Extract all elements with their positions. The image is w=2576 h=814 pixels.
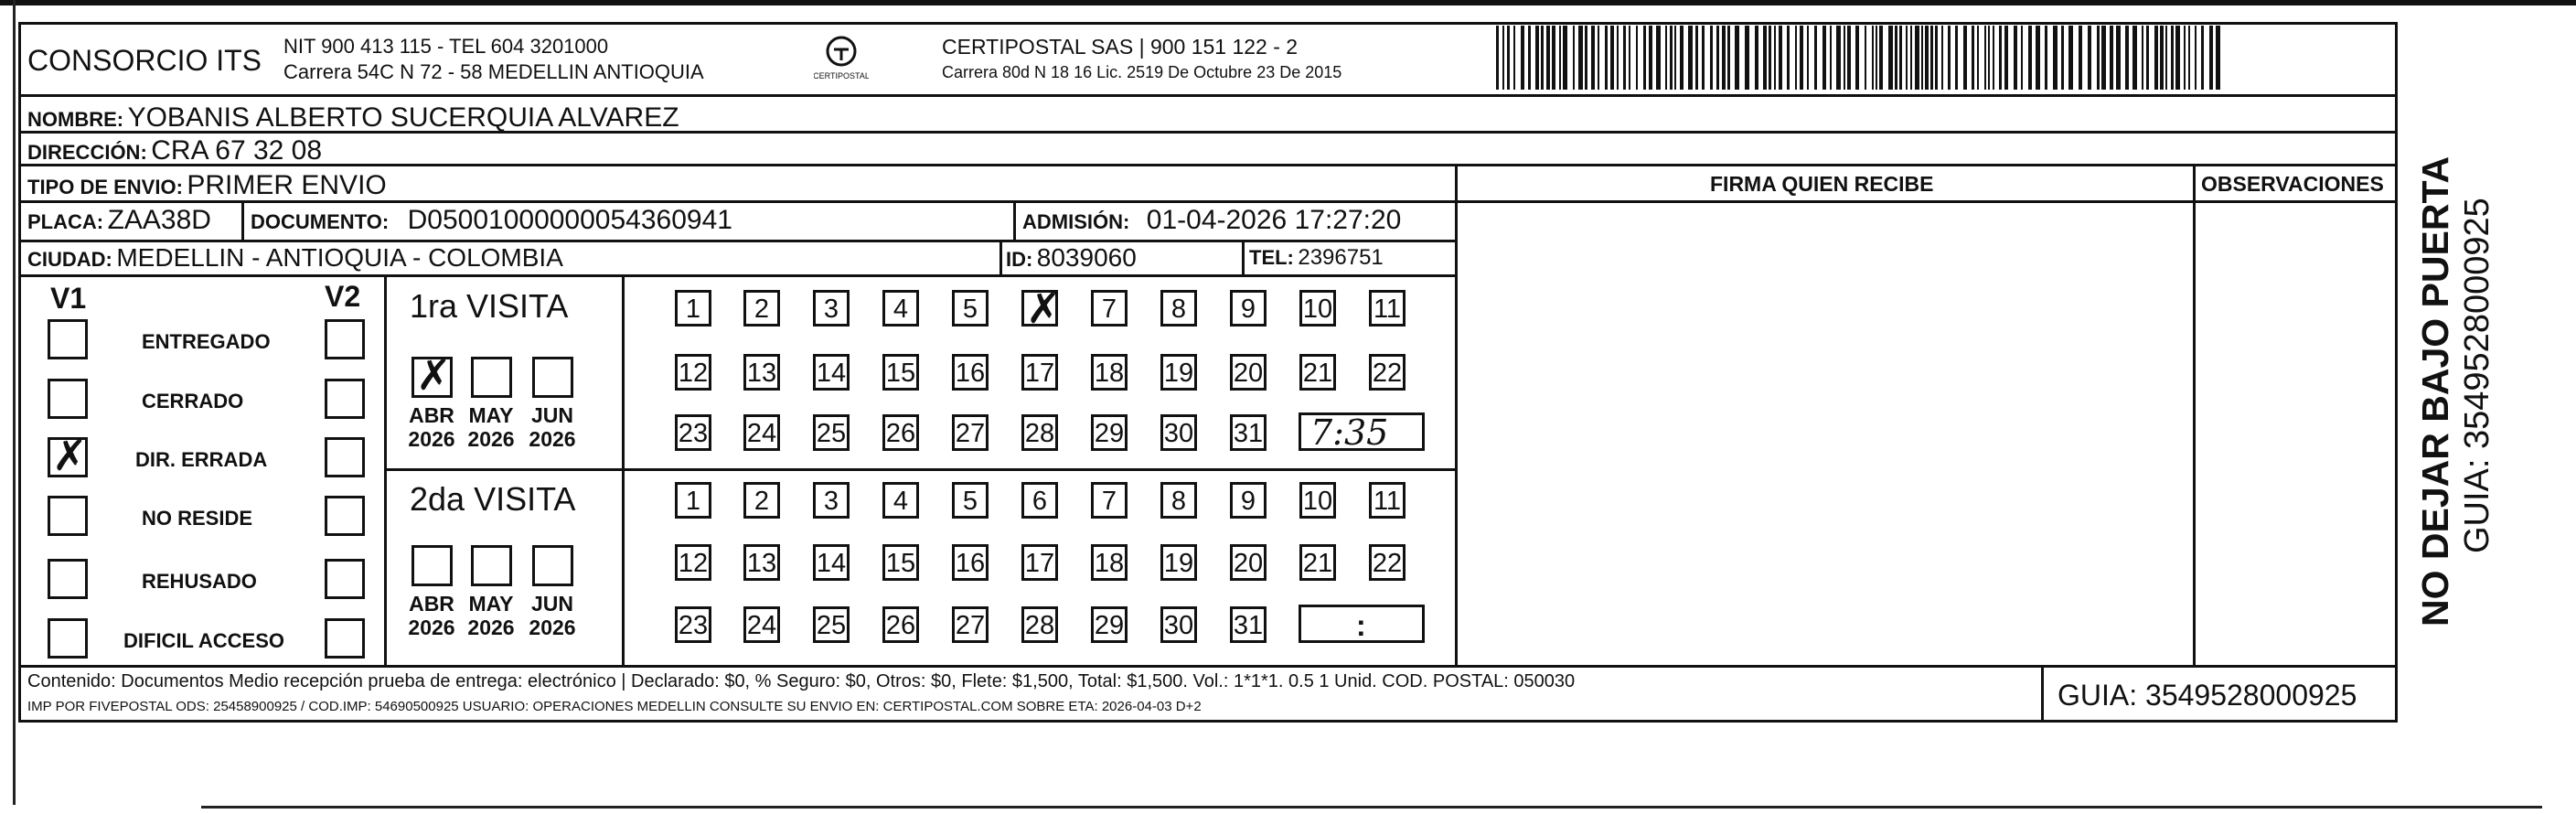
v1-checkbox[interactable] [48, 618, 88, 659]
day-label: 9 [1240, 295, 1256, 324]
month-checkbox-may[interactable] [471, 545, 512, 586]
check-mark-icon: ✗ [1026, 284, 1062, 333]
check-mark-icon: ✗ [52, 431, 88, 480]
day-label: 28 [1024, 611, 1055, 640]
day-checkbox-30[interactable] [1160, 606, 1197, 643]
day-checkbox-2[interactable] [743, 290, 780, 327]
day-checkbox-22[interactable] [1369, 354, 1406, 391]
day-label: 23 [678, 611, 709, 640]
day-label: 6 [1031, 487, 1048, 516]
day-checkbox-6[interactable] [1021, 482, 1058, 519]
day-label: 5 [962, 295, 978, 324]
month-checkbox-abr[interactable] [412, 350, 453, 400]
status-label: ENTREGADO [142, 330, 271, 353]
day-label: 16 [955, 359, 986, 388]
day-label: 3 [823, 295, 839, 324]
day-checkbox-25[interactable] [813, 606, 850, 643]
month-label: ABR 2026 [408, 403, 455, 451]
check-mark-icon: ✗ [416, 350, 452, 400]
day-checkbox-9[interactable] [1230, 290, 1267, 327]
day-checkbox-17[interactable] [1021, 354, 1058, 391]
svg-text:CERTIPOSTAL: CERTIPOSTAL [814, 71, 869, 80]
day-checkbox-23[interactable] [675, 414, 711, 451]
signature-label: FIRMA QUIEN RECIBE [1710, 172, 1934, 196]
day-checkbox-11[interactable] [1369, 290, 1406, 327]
day-checkbox-24[interactable] [743, 606, 780, 643]
v2-checkbox[interactable] [325, 618, 365, 659]
day-checkbox-13[interactable] [743, 544, 780, 581]
day-checkbox-25[interactable] [813, 414, 850, 451]
day-checkbox-3[interactable] [813, 290, 850, 327]
carrier-license: Carrera 80d N 18 16 Lic. 2519 De Octubre 23 De 2015 [942, 63, 1342, 81]
day-label: 10 [1302, 295, 1333, 324]
shipment-type: PRIMER ENVIO [187, 170, 387, 200]
day-label: 26 [885, 611, 916, 640]
side-guide: GUIA: 3549528000925 [2458, 198, 2496, 553]
day-label: 24 [746, 419, 777, 448]
month-checkbox-abr[interactable] [412, 545, 453, 586]
day-checkbox-1[interactable] [675, 290, 711, 327]
day-label: 18 [1094, 359, 1125, 388]
day-checkbox-26[interactable] [882, 606, 919, 643]
id-row: ID: 8039060 [1006, 243, 1137, 272]
v2-checkbox[interactable] [325, 437, 365, 477]
day-label: 8 [1170, 295, 1187, 324]
company-nit: NIT 900 413 115 - TEL 604 3201000 [283, 35, 609, 58]
month-label: ABR 2026 [408, 592, 455, 639]
day-label: 21 [1302, 359, 1333, 388]
day-checkbox-5[interactable] [952, 290, 989, 327]
admission-value: 01-04-2026 17:27:20 [1146, 205, 1402, 235]
day-checkbox-15[interactable] [882, 354, 919, 391]
day-label: 4 [893, 295, 909, 324]
day-label: 12 [678, 549, 709, 578]
day-checkbox-4[interactable] [882, 290, 919, 327]
left-edge-line [13, 0, 16, 805]
day-label: 24 [746, 611, 777, 640]
day-checkbox-4[interactable] [882, 482, 919, 519]
day-label: 10 [1302, 487, 1333, 516]
address-row: DIRECCIÓN: CRA 67 32 08 [27, 135, 323, 166]
v1-checkbox[interactable] [48, 319, 88, 359]
day-checkbox-29[interactable] [1091, 606, 1128, 643]
day-label: 2 [754, 295, 770, 324]
day-label: 5 [962, 487, 978, 516]
signature-area[interactable] [1463, 207, 2186, 659]
city-row: CIUDAD: MEDELLIN - ANTIOQUIA - COLOMBIA [27, 243, 563, 272]
day-checkbox-27[interactable] [952, 414, 989, 451]
day-label: 14 [816, 359, 847, 388]
id-value: 8039060 [1036, 243, 1137, 272]
city-value: MEDELLIN - ANTIOQUIA - COLOMBIA [116, 243, 563, 272]
status-label: REHUSADO [142, 570, 257, 593]
month-label: JUN 2026 [529, 403, 576, 451]
day-label: 16 [955, 549, 986, 578]
day-checkbox-11[interactable] [1369, 482, 1406, 519]
day-checkbox-10[interactable] [1299, 290, 1336, 327]
day-label: 19 [1163, 549, 1194, 578]
day-label: 26 [885, 419, 916, 448]
day-label: 9 [1240, 487, 1256, 516]
day-label: 17 [1024, 359, 1055, 388]
day-label: 30 [1163, 419, 1194, 448]
day-label: 25 [816, 611, 847, 640]
tracking-barcode [1496, 26, 2223, 90]
day-label: 11 [1373, 295, 1402, 324]
day-label: 12 [678, 359, 709, 388]
day-label: 18 [1094, 549, 1125, 578]
day-label: 1 [685, 487, 701, 516]
day-label: 15 [885, 549, 916, 578]
day-label: 30 [1163, 611, 1194, 640]
day-checkbox-9[interactable] [1230, 482, 1267, 519]
shipment-type-row: TIPO DE ENVIO: PRIMER ENVIO [27, 170, 387, 200]
day-checkbox-21[interactable] [1299, 544, 1336, 581]
printed-by-line: IMP POR FIVEPOSTAL ODS: 25458900925 / COD.IMP: 54690500925 USUARIO: OPERACIONES MEDELLIN CONSULTE SU ENVIO EN: CERTIPOSTAL.COM SOBRE ETA: 2026-04-03 D+2 [27, 699, 1202, 714]
v1-checkbox[interactable] [48, 431, 88, 480]
day-checkbox-5[interactable] [952, 482, 989, 519]
day-label: 3 [823, 487, 839, 516]
day-checkbox-22[interactable] [1369, 544, 1406, 581]
day-checkbox-20[interactable] [1230, 354, 1267, 391]
day-checkbox-19[interactable] [1160, 354, 1197, 391]
day-checkbox-12[interactable] [675, 354, 711, 391]
v1-label: V1 [50, 282, 87, 315]
day-label: 28 [1024, 419, 1055, 448]
day-checkbox-1[interactable] [675, 482, 711, 519]
day-checkbox-30[interactable] [1160, 414, 1197, 451]
month-label: MAY 2026 [467, 403, 515, 451]
day-label: 2 [754, 487, 770, 516]
day-checkbox-27[interactable] [952, 606, 989, 643]
day-checkbox-29[interactable] [1091, 414, 1128, 451]
day-label: 20 [1233, 549, 1264, 578]
company-address: Carrera 54C N 72 - 58 MEDELLIN ANTIOQUIA [283, 60, 704, 83]
day-label: 15 [885, 359, 916, 388]
day-checkbox-13[interactable] [743, 354, 780, 391]
status-label: DIFICIL ACCESO [123, 629, 285, 652]
first-visit-time: 7:35 [1310, 412, 1389, 453]
day-label: 8 [1170, 487, 1187, 516]
v1-checkbox[interactable] [48, 379, 88, 419]
day-label: 7 [1101, 487, 1117, 516]
status-label: NO RESIDE [142, 507, 253, 530]
day-checkbox-19[interactable] [1160, 544, 1197, 581]
v2-checkbox[interactable] [325, 559, 365, 599]
day-label: 7 [1101, 295, 1117, 324]
day-checkbox-18[interactable] [1091, 544, 1128, 581]
day-checkbox-14[interactable] [813, 544, 850, 581]
v2-checkbox[interactable] [325, 319, 365, 359]
day-checkbox-15[interactable] [882, 544, 919, 581]
company-name: CONSORCIO ITS [27, 44, 262, 77]
month-checkbox-jun[interactable] [532, 545, 573, 586]
day-label: 11 [1373, 487, 1402, 516]
day-checkbox-2[interactable] [743, 482, 780, 519]
day-checkbox-17[interactable] [1021, 544, 1058, 581]
v2-checkbox[interactable] [325, 496, 365, 536]
first-visit-time-field[interactable] [1299, 412, 1425, 451]
plate-value: ZAA38D [107, 205, 211, 235]
day-checkbox-20[interactable] [1230, 544, 1267, 581]
day-label: 23 [678, 419, 709, 448]
day-checkbox-31[interactable] [1230, 606, 1267, 643]
day-checkbox-6[interactable] [1021, 284, 1062, 333]
day-label: 27 [955, 419, 986, 448]
v1-checkbox[interactable] [48, 496, 88, 536]
observations-area[interactable] [2222, 229, 2391, 659]
day-checkbox-7[interactable] [1091, 290, 1128, 327]
first-visit-title: 1ra VISITA [410, 287, 569, 325]
day-checkbox-21[interactable] [1299, 354, 1336, 391]
status-label: CERRADO [142, 390, 244, 412]
day-label: 31 [1233, 419, 1264, 448]
observations-label: OBSERVACIONES [2201, 172, 2384, 196]
day-checkbox-14[interactable] [813, 354, 850, 391]
day-label: 25 [816, 419, 847, 448]
certipostal-logo [814, 33, 869, 84]
day-checkbox-10[interactable] [1299, 482, 1336, 519]
phone-value: 2396751 [1298, 245, 1384, 270]
day-checkbox-3[interactable] [813, 482, 850, 519]
day-checkbox-12[interactable] [675, 544, 711, 581]
no-under-door-warning: NO DEJAR BAJO PUERTA [2414, 155, 2456, 627]
day-label: 29 [1094, 419, 1125, 448]
second-visit-title: 2da VISITA [410, 480, 576, 518]
second-visit-time-field[interactable]: : [1299, 605, 1425, 643]
day-checkbox-28[interactable] [1021, 414, 1058, 451]
day-label: 21 [1302, 549, 1333, 578]
day-checkbox-31[interactable] [1230, 414, 1267, 451]
month-checkbox-jun[interactable] [532, 357, 573, 398]
day-label: 14 [816, 549, 847, 578]
day-label: 31 [1233, 611, 1264, 640]
day-checkbox-8[interactable] [1160, 482, 1197, 519]
document-value: D05001000000054360941 [407, 205, 732, 235]
day-label: 29 [1094, 611, 1125, 640]
document-row: DOCUMENTO: D05001000000054360941 [251, 205, 732, 235]
day-label: 20 [1233, 359, 1264, 388]
day-label: 22 [1372, 359, 1403, 388]
day-checkbox-18[interactable] [1091, 354, 1128, 391]
recipient-address: CRA 67 32 08 [151, 135, 323, 166]
top-edge-line [0, 0, 2576, 5]
recipient-name: YOBANIS ALBERTO SUCERQUIA ALVAREZ [127, 102, 679, 133]
admission-row: ADMISIÓN: 01-04-2026 17:27:20 [1022, 205, 1402, 235]
contents-line: Contenido: Documentos Medio recepción prueba de entrega: electrónico | Declarado: $0, % Seguro: $0, Otros: $0, Flete: $1,500, Total: $1,500. Vol.: 1*1*1. 0.5 1 Unid. COD. POSTAL: 050030 [27, 671, 1576, 691]
day-checkbox-26[interactable] [882, 414, 919, 451]
day-label: 17 [1024, 549, 1055, 578]
footer-guide: GUIA: 3549528000925 [2058, 679, 2357, 712]
day-checkbox-23[interactable] [675, 606, 711, 643]
status-label: DIR. ERRADA [135, 448, 268, 471]
name-row: NOMBRE: YOBANIS ALBERTO SUCERQUIA ALVAREZ [27, 102, 679, 133]
month-checkbox-may[interactable] [471, 357, 512, 398]
day-label: 13 [746, 359, 777, 388]
v2-checkbox[interactable] [325, 379, 365, 419]
day-label: 13 [746, 549, 777, 578]
day-checkbox-16[interactable] [952, 354, 989, 391]
plate-row: PLACA: ZAA38D [27, 205, 211, 235]
day-label: 19 [1163, 359, 1194, 388]
carrier-name: CERTIPOSTAL SAS | 900 151 122 - 2 [942, 35, 1299, 59]
day-label: 22 [1372, 549, 1403, 578]
bottom-edge-line [201, 806, 2542, 809]
day-checkbox-28[interactable] [1021, 606, 1058, 643]
day-label: 1 [685, 295, 701, 324]
v1-checkbox[interactable] [48, 559, 88, 599]
day-label: 27 [955, 611, 986, 640]
v2-label: V2 [325, 280, 361, 313]
phone-row: TEL: 2396751 [1249, 245, 1384, 270]
day-checkbox-7[interactable] [1091, 482, 1128, 519]
day-checkbox-16[interactable] [952, 544, 989, 581]
month-label: JUN 2026 [529, 592, 576, 639]
day-checkbox-8[interactable] [1160, 290, 1197, 327]
day-checkbox-24[interactable] [743, 414, 780, 451]
day-label: 4 [893, 487, 909, 516]
month-label: MAY 2026 [467, 592, 515, 639]
